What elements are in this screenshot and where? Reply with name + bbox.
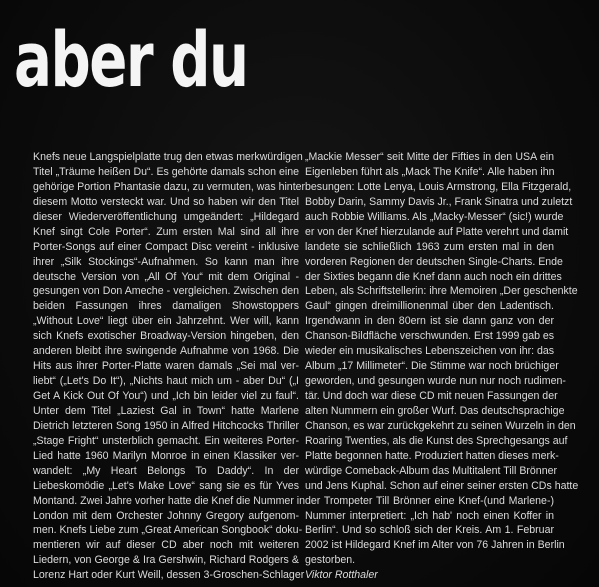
text-line: wieder ein musikalisches Lebenszeichen von ihr: das (305, 345, 555, 358)
text-line: deutsche Version von „All Of You“ mit dem Original - (33, 270, 299, 283)
text-line: Album „17 Millimeter“. Die Stimme war noch brüchiger (305, 360, 559, 373)
text-line: Chanson, es war zurückgekehrt zu seinen Wurzeln in den (305, 419, 576, 432)
text-line: ihrer „Silk Stockings“-Aufnahmen. So kann man ihre (33, 255, 299, 268)
text-line: gestorben. (305, 554, 356, 567)
text-line: Get A Kick Out Of You“) und „Ich bin leider viel zu faul“. (33, 390, 299, 402)
text-line: wandelt: „My Heart Belongs To Daddy“. In der (33, 464, 299, 477)
text-line: Knefs neue Langspielplatte trug den etwas merkwürdigen (33, 151, 303, 163)
text-line: tär. Und doch war diese CD mit neuen Fassungen der (305, 390, 558, 402)
text-line: würdige Comeback-Album das Multitalent Till Brönner (305, 464, 558, 477)
text-line: besungen: Lotte Lenya, Louis Armstrong, Ella Fitzgerald, (305, 180, 572, 193)
text-line: „Stage Fright“ unsterblich gemacht. Ein weiteres Porter- (33, 434, 299, 447)
page-title: aber du (14, 15, 248, 104)
text-line: dieser Wiederveröffentlichung umgeändert: „Hildegard (33, 210, 299, 223)
text-line: der Trompeter Till Brönner eine Knef-(und Marlene-) (305, 494, 554, 507)
text-line: landete sie schließlich 1963 zum ersten mal in den (305, 240, 554, 253)
text-line: mentieren wir auf dieser CD aber noch mit weiteren (33, 539, 299, 552)
text-line: beiden Fassungen ihres damaligen Showstoppers (33, 300, 299, 313)
text-line: Eigenleben führt als „Mack The Knife“. Alle haben ihn (305, 165, 555, 178)
text-line: diesem Motto versteckt war. Und so haben wir den Titel (33, 195, 299, 208)
text-line: „Mackie Messer“ seit Mitte der Fifties in den USA ein (305, 151, 554, 163)
text-line: gesungen von Don Ameche - vergleichen. Zwischen den (33, 285, 299, 298)
text-line: Nummer interpretiert: „Ich hab' noch einen Koffer in (305, 509, 554, 522)
text-line: geworden, und gesungen wurde nun nur noch rudimen- (305, 375, 566, 388)
text-line: Lied hatte 1960 Marilyn Monroe in einen Klassiker ver- (33, 449, 299, 462)
text-line: alten Nummern ein großer Wurf. Das deutschsprachige (305, 404, 565, 417)
text-line: und Jens Kuphal. Schon auf einer seiner ersten CDs hatte (305, 479, 579, 492)
text-line: liebt“ („Let's Do It“), „Nichts haut mich um - aber Du“ („I (33, 375, 299, 388)
text-line: Chanson-Bildfläche verschwunden. Erst 1999 gab es (305, 330, 555, 343)
text-line: Irgendwann in den 80ern ist sie dann ganz von der (305, 315, 554, 328)
text-line: Roaring Twenties, als die Kunst des Sprechgesangs auf (305, 434, 568, 447)
text-line: auch Robbie Williams. Als „Macky-Messer“ (sic!) wurde (305, 210, 564, 223)
text-line: sich Knefs exotischer Broadway-Version hingeben, den (33, 330, 299, 343)
text-line: Berlin“. Und so schloß sich der Kreis. Am 1. Februar (305, 524, 554, 537)
text-line: er von der Knef hierzulande auf Platte verehrt und damit (305, 225, 569, 238)
text-line: Platte begonnen hatte. Produziert hatten dieses merk- (305, 449, 559, 462)
text-line: vorderen Regionen der deutschen Single-Charts. Ende (305, 255, 563, 268)
author-signature: Viktor Rotthaler (305, 569, 378, 582)
text-line: Knef singt Cole Porter“. Zum ersten Mal sind all ihre (33, 225, 299, 238)
text-line: Montand. Zwei Jahre vorher hatte die Knef die Nummer in (33, 494, 306, 507)
text-line: Leben, als Schriftstellerin: ihre Memoiren „Der geschenkte (305, 285, 578, 298)
text-line: Hits aus ihrer Porter-Platte waren damals „Sei mal ver- (33, 360, 299, 373)
text-line: Porter-Songs auf einer Compact Disc vereint - inklusive (33, 240, 299, 253)
right-text-column (305, 150, 579, 583)
text-line: Liedern, von George & Ira Gershwin, Richard Rodgers & (33, 554, 299, 567)
text-line: gehörige Portion Phantasie dazu, zu vermuten, was hinter (33, 180, 306, 193)
text-line: Bobby Darin, Sammy Davis Jr., Frank Sinatra und zuletzt (305, 195, 573, 208)
text-line: Liebeskomödie „Let's Make Love“ sang sie es für Yves (33, 479, 299, 492)
text-line: men. Knefs Liebe zum „Great American Songbook“ doku- (33, 524, 303, 537)
text-line: Gaul“ gingen dreimillionenmal über den Ladentisch. (305, 300, 554, 313)
text-line: London mit dem Orchester Johnny Gregory aufgenom- (33, 509, 299, 522)
text-line: anderen bleibt ihre swingende Aufnahme von 1968. Die (33, 345, 299, 358)
text-line: Lorenz Hart oder Kurt Weill, dessen 3-Groschen-Schlager (33, 569, 305, 582)
text-line: Titel „Träume heißen Du“. Es gehörte damals schon eine (33, 165, 299, 178)
text-line: 2002 ist Hildegard Knef im Alter von 76 Jahren in Berlin (305, 539, 565, 552)
text-line: Dietrich letzteren Song 1950 in Alfred Hitchcocks Thriller (33, 419, 299, 432)
left-text-column (33, 150, 306, 583)
text-line: Unter dem Titel „Laziest Gal in Town“ hatte Marlene (33, 404, 299, 417)
text-line: der Sixties begann die Knef dann auch noch ein drittes (305, 270, 562, 283)
text-line: „Without Love“ liegt über ein Jahrzehnt. Wer will, kann (33, 315, 299, 328)
